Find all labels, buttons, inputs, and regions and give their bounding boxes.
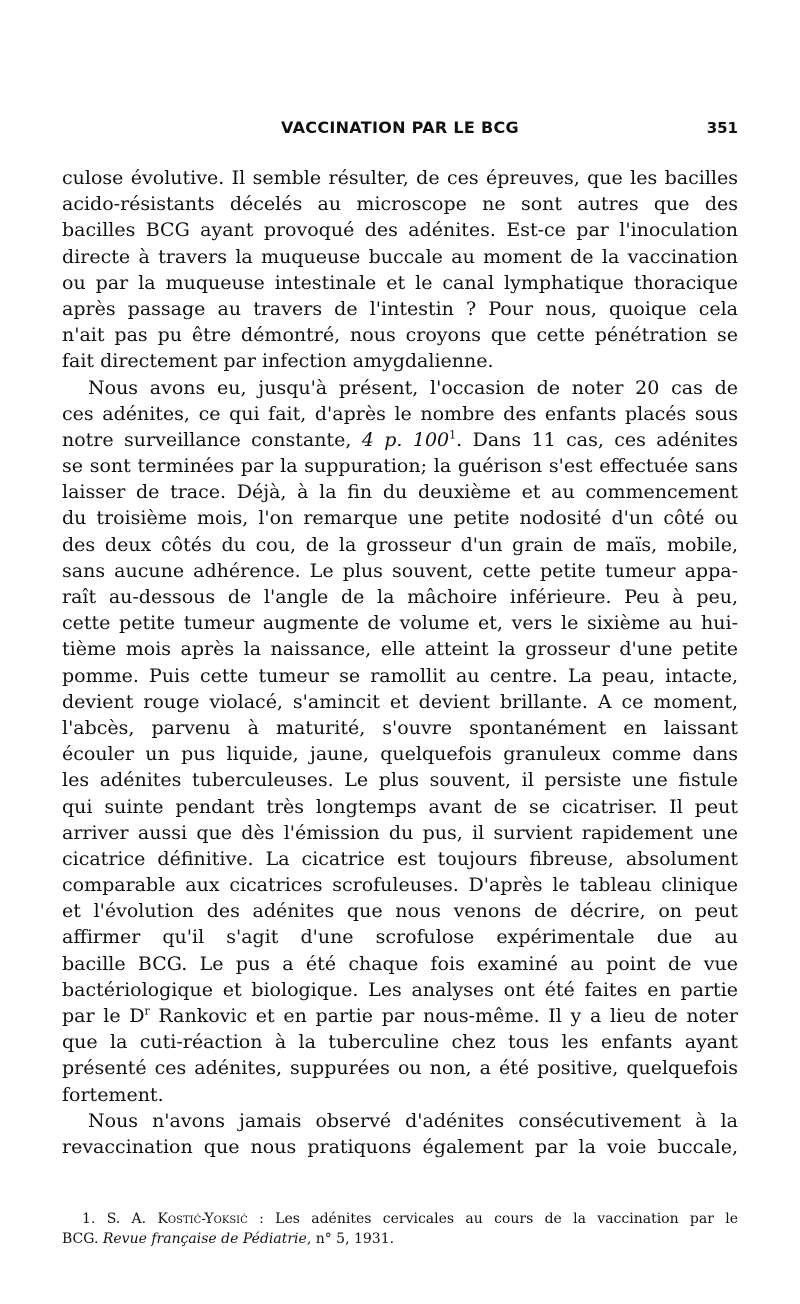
footnote-marker: 1. [82, 1211, 96, 1227]
paragraph-start: Nous n'avons jamais observé d'adénites consécutivement à la [88, 1109, 738, 1132]
text-line: après passage au travers de l'intestin ? Pour nous, quoique cela [62, 297, 738, 320]
title-abbreviation: r [144, 1004, 150, 1018]
footnote-author-initials: S. A. [106, 1211, 147, 1227]
text-line: revaccination que nous pratiquons également par la voie buccale, [62, 1135, 738, 1158]
text-line: l'abcès, parvenu à maturité, s'ouvre spontanément en laissant [62, 716, 738, 739]
footnote [62, 1209, 738, 1249]
page-number: 351 [706, 119, 738, 137]
italic-ratio: 4 p. 100 [361, 428, 450, 451]
text-line: que la cuti-réaction à la tuberculine chez tous les enfants ayant [62, 1031, 738, 1054]
text-line: du troisième mois, l'on remarque une petite nodosité d'un côté ou [62, 507, 738, 530]
text-segment: . Dans 11 cas, ces adénites [456, 428, 738, 451]
text-line: laisser de trace. Déjà, à la fin du deuxième et au commencement [62, 481, 738, 504]
text-line: directe à travers la muqueuse buccale au moment de la vaccination [62, 245, 738, 268]
text-segment: Rankovic et en partie par nous-même. Il y a lieu de noter [149, 1005, 738, 1027]
text-line: des deux côtés du cou, de la grosseur d'un grain de maïs, mobile, [62, 533, 738, 556]
text-line: bacilles BCG ayant provoqué des adénites. Est-ce par l'inoculation [62, 219, 738, 242]
text-line: raît au-dessous de l'angle de la mâchoire inférieure. Peu à peu, [62, 586, 738, 608]
footnote-line [62, 1229, 738, 1249]
text-line: arriver aussi que dès l'émission du pus, il survient rapidement une [62, 821, 738, 844]
text-line-with-title [62, 1003, 738, 1029]
footnote-journal: Revue française de Pédiatrie [102, 1231, 307, 1247]
footnote-text: , n° 5, 1931. [306, 1231, 395, 1247]
text-line: les adénites tuberculeuses. Le plus souvent, il persiste une fistule [62, 769, 738, 792]
running-title: VACCINATION PAR LE BCG [281, 118, 519, 137]
text-line: qui suinte pendant très longtemps avant de se cicatriser. Il peut [62, 795, 738, 818]
text-line: présenté ces adénites, suppurées ou non, a été positive, quelquefois [62, 1057, 738, 1080]
footnote-author-name: Kostić-Yoksić [157, 1211, 248, 1227]
text-line: culose évolutive. Il semble résulter, de ces épreuves, que les bacilles [62, 167, 738, 189]
text-line: cette petite tumeur augmente de volume et, vers le sixième au hui- [62, 612, 738, 635]
text-line: écouler un pus liquide, jaune, quelquefois granuleux comme dans [62, 743, 738, 766]
text-line: ces adénites, ce qui fait, d'après le nombre des enfants placés sous [62, 402, 738, 425]
text-line: ou par la muqueuse intestinale et le canal lymphatique thoracique [62, 271, 738, 294]
text-line: devient rouge violacé, s'amincit et devient brillante. A ce moment, [62, 690, 738, 713]
running-header [62, 118, 738, 142]
text-segment: notre surveillance constante, [62, 428, 352, 451]
text-line: tième mois après la naissance, elle atteint la grosseur d'une petite [62, 638, 738, 661]
text-line: pomme. Puis cette tumeur se ramollit au centre. La peau, intacte, [62, 664, 738, 687]
text-line: comparable aux cicatrices scrofuleuses. D'après le tableau clinique [62, 874, 738, 897]
text-line: se sont terminées par la suppuration; la guérison s'est effectuée sans [62, 455, 738, 478]
text-line-with-footnote-ref [62, 427, 738, 453]
paragraph-start: Nous avons eu, jusqu'à présent, l'occasion de noter 20 cas de [88, 376, 738, 399]
body-text [62, 165, 738, 1160]
footnote-line [62, 1209, 738, 1229]
text-line: affirmer qu'il s'agit d'une scrofulose expérimentale due au [62, 926, 738, 949]
text-line: sans aucune adhérence. Le plus souvent, cette petite tumeur appa- [62, 559, 738, 582]
text-line: et l'évolution des adénites que nous venons de décrire, on peut [62, 900, 738, 923]
text-line: n'ait pas pu être démontré, nous croyons que cette pénétration se [62, 324, 738, 347]
text-line: acido-résistants décelés au microscope ne sont autres que des [62, 193, 738, 216]
text-line: cicatrice définitive. La cicatrice est toujours fibreuse, absolument [62, 847, 738, 870]
text-segment: par le D [62, 1005, 145, 1027]
text-line: fait directement par infection amygdalienne. [62, 350, 494, 373]
text-line: bactériologique et biologique. Les analyses ont été faites en partie [62, 978, 738, 1001]
footnote-text: BCG. [62, 1231, 99, 1247]
text-line: bacille BCG. Le pus a été chaque fois examiné au point de vue [62, 952, 738, 975]
footnote-reference[interactable]: 1 [449, 428, 457, 442]
text-line: fortement. [62, 1083, 164, 1106]
footnote-title: : Les adénites cervicales au cours de la vaccination par le [259, 1211, 738, 1227]
